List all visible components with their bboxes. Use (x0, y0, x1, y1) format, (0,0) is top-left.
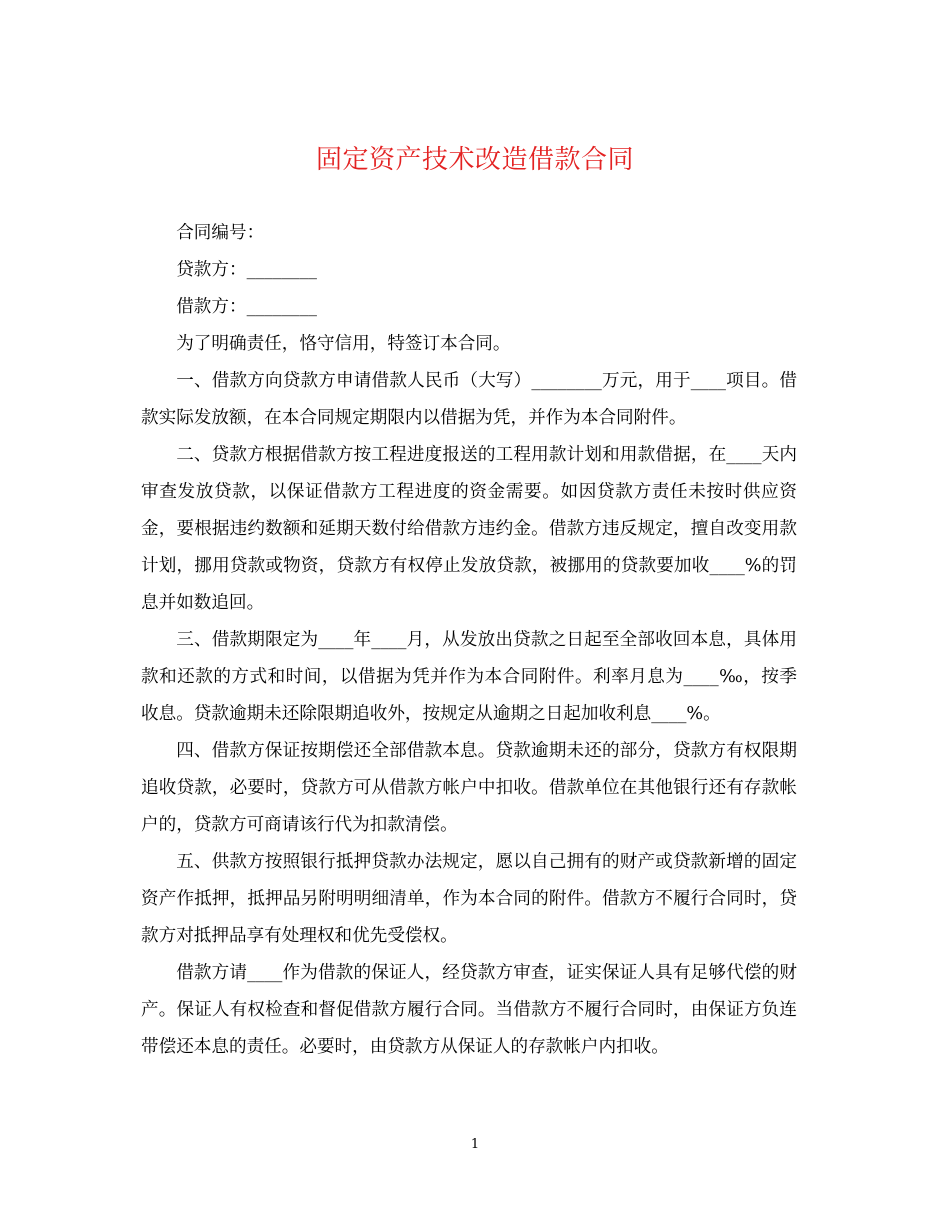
document-body (141, 215, 797, 1066)
contract-number-line: 合同编号： (176, 223, 265, 243)
clause-2-paragraph: 二、贷款方根据借款方按工程进度报送的工程用款计划和用款借据，在____天内审查发放贷款，以保证借款方工程进度的资金需要。如因贷款方责任未按时供应资金，要根据违约数额和延期天数付给借款方违约金。借款方违反规定，擅自改变用款计划，挪用贷款或物资，贷款方有权停止发放贷款，被挪用的贷款要加收____%的罚息并如数追回。 (141, 445, 797, 613)
clause-4-paragraph: 四、借款方保证按期偿还全部借款本息。贷款逾期未还的部分，贷款方有权限期追收贷款，必要时，贷款方可从借款方帐户中扣收。借款单位在其他银行还有存款帐户的，贷款方可商请该行代为扣款清偿。 (141, 741, 797, 835)
page-number: 1 (470, 1137, 480, 1152)
clause-5-paragraph: 五、供款方按照银行抵押贷款办法规定，愿以自己拥有的财产或贷款新增的固定资产作抵押，抵押品另附明明细清单，作为本合同的附件。借款方不履行合同时，贷款方对抵押品享有处理权和优先受偿权。 (141, 852, 797, 946)
document-title: 固定资产技术改造借款合同 (315, 145, 634, 175)
clause-1-paragraph: 一、借款方向贷款方申请借款人民币（大写）________万元，用于____项目。借款实际发放额，在本合同规定期限内以借据为凭，并作为本合同附件。 (141, 371, 797, 428)
intro-paragraph: 为了明确责任，恪守信用，特签订本合同。 (176, 334, 511, 354)
borrower-line: 借款方：________ (176, 297, 317, 317)
clause-3-paragraph: 三、借款期限定为____年____月，从发放出贷款之日起至全部收回本息，具体用款和还款的方式和时间，以借据为凭并作为本合同附件。利率月息为____‰，按季收息。贷款逾期未还除限期追收外，按规定从逾期之日起加收利息____%。 (141, 630, 797, 724)
lender-line: 贷款方：________ (176, 260, 317, 280)
guarantor-paragraph: 借款方请____作为借款的保证人，经贷款方审查，证实保证人具有足够代偿的财产。保证人有权检查和督促借款方履行合同。当借款方不履行合同时，由保证方负连带偿还本息的责任。必要时，由贷款方从保证人的存款帐户内扣收。 (141, 963, 797, 1057)
